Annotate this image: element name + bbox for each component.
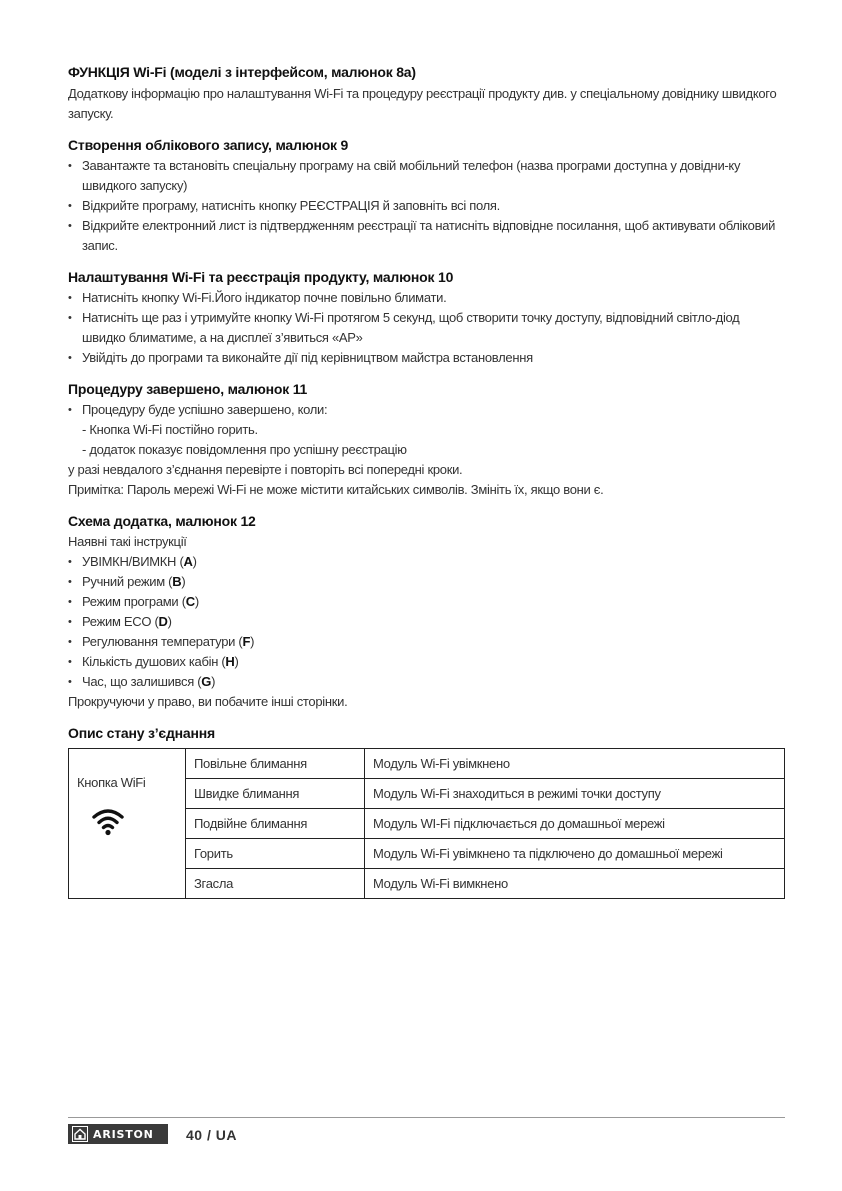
page-content bbox=[68, 64, 785, 899]
setup-section bbox=[68, 266, 785, 368]
connection-section bbox=[68, 722, 785, 899]
complete-heading: Процедуру завершено, малюнок 11 bbox=[68, 381, 308, 397]
list-item: • Режим програми (C) bbox=[68, 592, 785, 612]
wifi-button-label: Кнопка WiFi bbox=[77, 775, 146, 790]
list-item: • Відкрийте програму, натисніть кнопку РЕЄСТРАЦІЯ й заповніть всі поля. bbox=[68, 196, 785, 216]
scheme-list bbox=[68, 552, 785, 692]
scheme-outro: Прокручуючи у право, ви побачите інші сторінки. bbox=[68, 694, 348, 709]
list-item: • Натисніть ще раз і утримуйте кнопку Wi-Fi протягом 5 секунд, щоб створити точку доступу, відповідний світло-діод швидко блиматиме, а на дисплеї з’явиться «AP» bbox=[68, 308, 785, 348]
setup-list bbox=[68, 288, 785, 368]
meaning-cell: Модуль Wi-Fi вимкнено bbox=[365, 869, 785, 899]
list-item: • УВІМКН/ВИМКН (A) bbox=[68, 552, 785, 572]
list-item: • Регулювання температури (F) bbox=[68, 632, 785, 652]
wifi-button-cell bbox=[69, 749, 186, 899]
complete-line-1: у разі невдалого з’єднання перевірте і повторіть всі попередні кроки. bbox=[68, 462, 463, 477]
state-cell: Горить bbox=[186, 839, 365, 869]
setup-heading: Налаштування Wi-Fi та реєстрація продукту, малюнок 10 bbox=[68, 269, 454, 285]
list-item: • Час, що залишився (G) bbox=[68, 672, 785, 692]
account-section bbox=[68, 134, 785, 256]
complete-subline-1: - Кнопка Wi-Fi постійно горить. bbox=[82, 422, 258, 437]
connection-heading: Опис стану з’єднання bbox=[68, 725, 215, 741]
list-item: • Процедуру буде успішно завершено, коли: bbox=[68, 400, 785, 420]
meaning-cell: Модуль WI-Fi підключається до домашньої мережі bbox=[365, 809, 785, 839]
list-item: • Ручний режим (B) bbox=[68, 572, 785, 592]
table-row bbox=[69, 749, 785, 779]
list-item: • Кількість душових кабін (H) bbox=[68, 652, 785, 672]
ariston-logo bbox=[68, 1124, 168, 1144]
connection-status-table bbox=[68, 748, 785, 899]
brand-name: ARISTON bbox=[93, 1127, 154, 1141]
meaning-cell: Модуль Wi-Fi знаходиться в режимі точки доступу bbox=[365, 779, 785, 809]
account-heading: Створення облікового запису, малюнок 9 bbox=[68, 137, 349, 153]
scheme-section bbox=[68, 510, 785, 712]
complete-section bbox=[68, 378, 785, 500]
list-item: • Відкрийте електронний лист із підтвердженням реєстрації та натисніть відповідне посилання, щоб активувати обліковий запис. bbox=[68, 216, 785, 256]
meaning-cell: Модуль Wi-Fi увімкнено bbox=[365, 749, 785, 779]
complete-subline-2: - додаток показує повідомлення про успішну реєстрацію bbox=[82, 442, 407, 457]
meaning-cell: Модуль Wi-Fi увімкнено та підключено до домашньої мережі bbox=[365, 839, 785, 869]
page-number: 40 / UA bbox=[186, 1127, 237, 1143]
state-cell: Згасла bbox=[186, 869, 365, 899]
list-item: • Увійдіть до програми та виконайте дії під керівництвом майстра встановлення bbox=[68, 348, 785, 368]
account-list bbox=[68, 156, 785, 256]
wifi-function-intro: Додаткову інформацію про налаштування Wi-Fi та процедуру реєстрації продукту див. у спеціальному довіднику швидкого запуску. bbox=[68, 86, 777, 121]
list-item: • Завантажте та встановіть спеціальну програму на свій мобільний телефон (назва програми доступна у довідни-ку швидкого запуску) bbox=[68, 156, 785, 196]
scheme-intro: Наявні такі інструкції bbox=[68, 534, 187, 549]
wifi-icon bbox=[91, 806, 125, 836]
list-item: • Режим ECO (D) bbox=[68, 612, 785, 632]
wifi-function-title: ФУНКЦІЯ Wi-Fi (моделі з інтерфейсом, малюнок 8а) bbox=[68, 64, 416, 80]
scheme-heading: Схема додатка, малюнок 12 bbox=[68, 513, 256, 529]
house-icon bbox=[72, 1126, 88, 1142]
list-item: • Натисніть кнопку Wi-Fi.Його індикатор почне повільно блимати. bbox=[68, 288, 785, 308]
complete-note: Примітка: Пароль мережі Wi-Fi не може містити китайських символів. Змініть їх, якщо вони є. bbox=[68, 482, 604, 497]
state-cell: Швидке блимання bbox=[186, 779, 365, 809]
state-cell: Повільне блимання bbox=[186, 749, 365, 779]
state-cell: Подвійне блимання bbox=[186, 809, 365, 839]
page-footer bbox=[68, 1117, 785, 1143]
complete-list bbox=[68, 400, 785, 420]
